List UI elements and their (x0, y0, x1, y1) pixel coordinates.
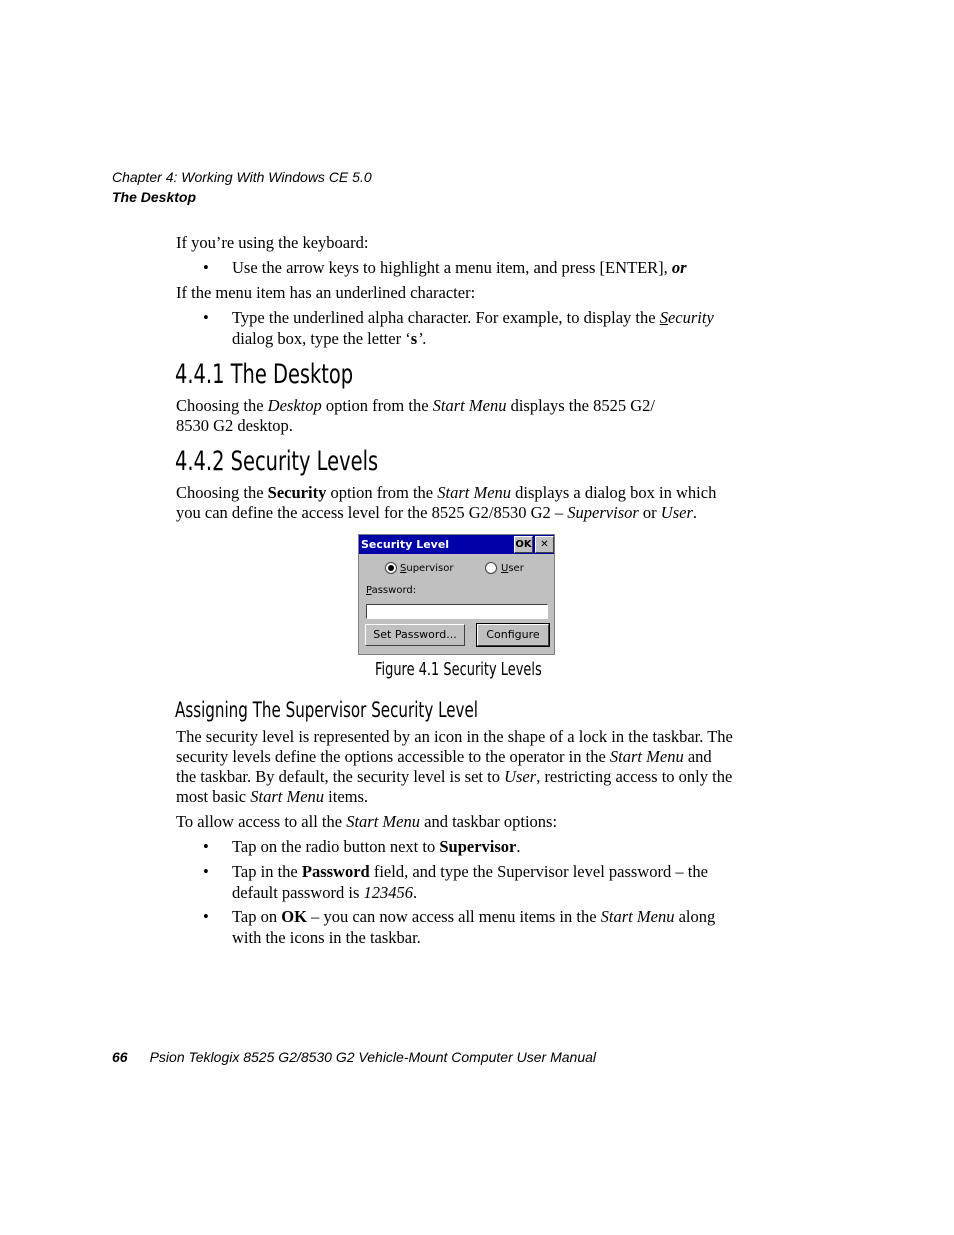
step-tap-ok: Tap on OK – you can now access all menu items in the Start Menu along with the icons in the taskbar. (232, 907, 716, 947)
bullet-glyph: • (203, 258, 209, 277)
bullet-glyph: • (203, 308, 209, 327)
user-radio[interactable] (485, 562, 497, 574)
security-paragraph: Choosing the Security option from the Start Menu displays a dialog box in which you can define the access level for the 8525 G2/8530 G2 – Supervisor or User. (176, 483, 717, 522)
keyboard-intro: If you’re using the keyboard: (176, 233, 369, 252)
page-number: 66 (112, 1049, 128, 1065)
bullet-glyph: • (203, 862, 209, 881)
heading-desktop: 4.4.1 The Desktop (175, 359, 354, 390)
step-type-password: Tap in the Password field, and type the Supervisor level password – the default password is 123456. (232, 862, 708, 902)
underlined-intro: If the menu item has an underlined character: (176, 283, 476, 302)
running-head (112, 167, 372, 207)
bullet-glyph: • (203, 837, 209, 856)
password-field[interactable] (366, 604, 548, 619)
security-level-dialog (358, 534, 555, 655)
chapter-title: Chapter 4: Working With Windows CE 5.0 (112, 169, 372, 185)
heading-assign-supervisor: Assigning The Supervisor Security Level (175, 698, 479, 722)
manual-title: Psion Teklogix 8525 G2/8530 G2 Vehicle-Mount Computer User Manual (149, 1049, 597, 1065)
set-password-button[interactable]: Set Password... (365, 624, 465, 646)
bullet-underlined-char: Type the underlined alpha character. For example, to display the Security dialog box, type the letter ‘s’. (232, 308, 714, 348)
ok-button[interactable]: OK (514, 536, 533, 553)
supervisor-label[interactable]: Supervisor (400, 563, 454, 574)
close-icon[interactable]: ✕ (535, 536, 554, 553)
configure-button[interactable]: Configure (477, 624, 549, 646)
desktop-paragraph: Choosing the Desktop option from the Start Menu displays the 8525 G2/ 8530 G2 desktop. (176, 396, 655, 435)
page-footer (112, 1047, 596, 1067)
assign-paragraph: The security level is represented by an icon in the shape of a lock in the taskbar. The security levels define the options accessible to the operator in the Start Menu and the taskbar. By default, the security level is set to User, restricting access to only the most basic Start Menu items. (176, 727, 733, 806)
step-tap-supervisor: Tap on the radio button next to Supervisor. (232, 837, 521, 856)
supervisor-radio[interactable] (385, 562, 397, 574)
section-title: The Desktop (112, 189, 197, 205)
dialog-title: Security Level (361, 538, 450, 551)
dialog-title-bar (359, 535, 554, 554)
heading-security-levels: 4.4.2 Security Levels (175, 446, 379, 477)
allow-access-intro: To allow access to all the Start Menu and taskbar options: (176, 812, 558, 831)
figure-caption: Figure 4.1 Security Levels (375, 659, 542, 680)
user-label[interactable]: User (501, 563, 524, 574)
password-label: Password: (366, 585, 417, 596)
bullet-glyph: • (203, 907, 209, 926)
bullet-arrow-keys: Use the arrow keys to highlight a menu item, and press [ENTER], or (232, 258, 687, 277)
